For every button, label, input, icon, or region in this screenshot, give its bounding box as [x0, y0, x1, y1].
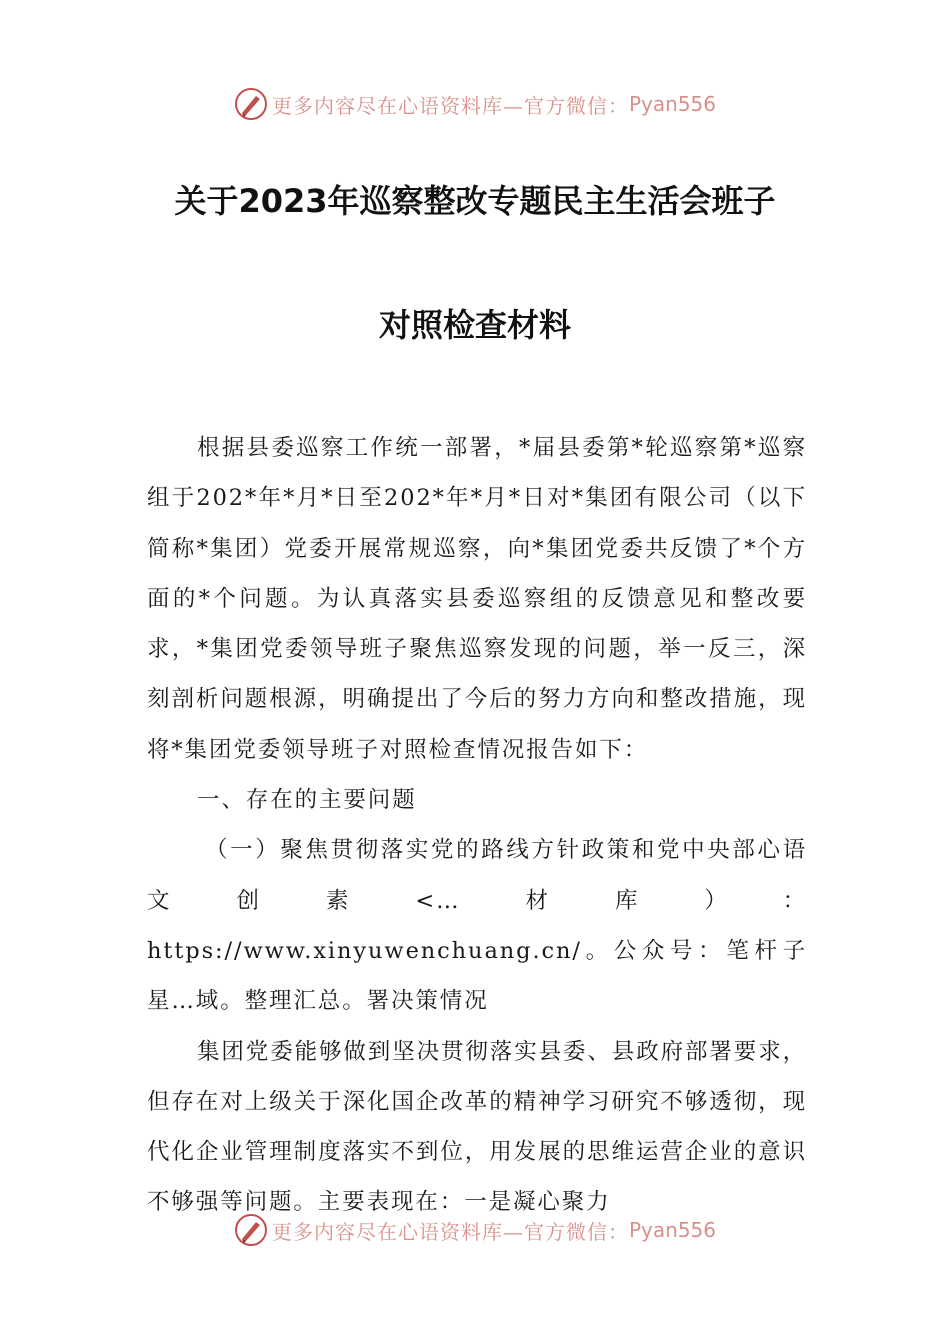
document-title-line1: 关于2023年巡察整改专题民主生活会班子: [174, 182, 776, 220]
document-body: [147, 423, 807, 1228]
paragraph-intro: 根据县委巡察工作统一部署，*届县委第*轮巡察第*巡察组于202*年*月*日至202*年*月*日对*集团有限公司（以下简称*集团）党委开展常规巡察，向*集团党委共反馈了*个方面的*个问题。为认真落实县委巡察组的反馈意见和整改要求，*集团党委领导班子聚焦巡察发现的问题，举一反三，深刻剖析问题根源，明确提出了今后的努力方向和整改措施，现将*集团党委领导班子对照检查情况报告如下：: [147, 435, 807, 763]
watermark-header: [0, 84, 950, 124]
section-heading: 一、存在的主要问题: [197, 787, 417, 814]
watermark-text: 更多内容尽在心语资料库—官方微信：: [271, 1219, 629, 1244]
watermark-wechat-id: Pyan556: [628, 92, 716, 116]
subsection-heading: （一）聚焦贯彻落实党的路线方针政策和党中央部心语文创素<…材库）：https://www.xinyuwenchuang.cn/。公众号：笔杆子星…域。整理汇总。署决策情况: [147, 837, 807, 1015]
watermark-footer: [0, 1210, 950, 1250]
pen-logo-icon: [234, 87, 268, 121]
watermark-text: 更多内容尽在心语资料库—官方微信：: [271, 93, 629, 118]
document-title-line2: 对照检查材料: [378, 306, 571, 344]
pen-logo-icon: [234, 1213, 268, 1247]
watermark-wechat-id: Pyan556: [628, 1218, 716, 1242]
paragraph-body: 集团党委能够做到坚决贯彻落实县委、县政府部署要求，但存在对上级关于深化国企改革的精神学习研究不够透彻，现代化企业管理制度落实不到位，用发展的思维运营企业的意识不够强等问题。主要表现在：一是凝心聚力: [147, 1038, 808, 1216]
